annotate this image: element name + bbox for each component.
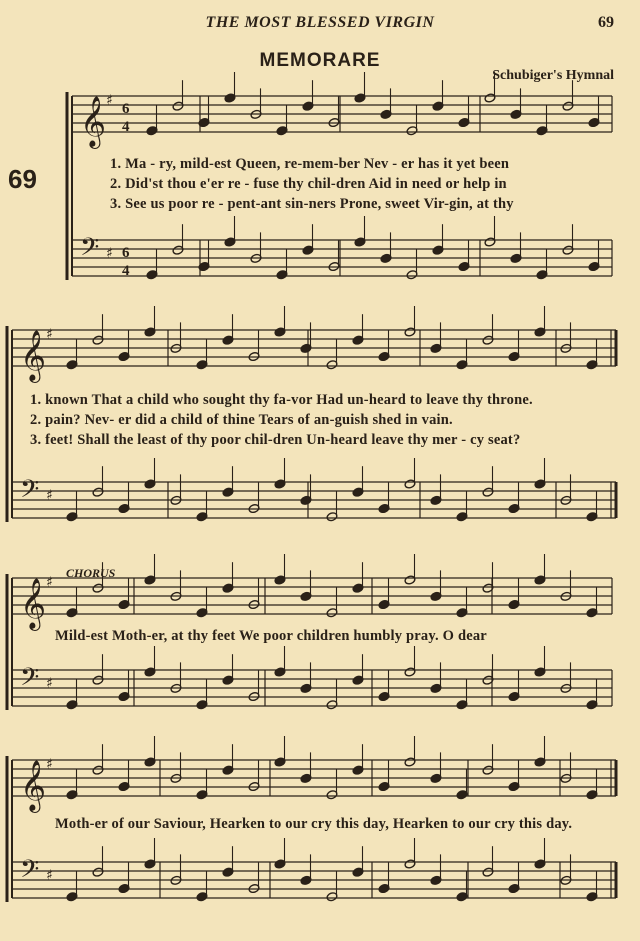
hymn-source: Schubiger's Hymnal [492, 68, 614, 83]
lyric-line-verse-3: 3. See us poor re - pent-ant sin-ners Prone, sweet Vir-gin, at thy [110, 196, 514, 212]
music-system-1 [0, 90, 640, 280]
svg-text:♯: ♯ [46, 487, 53, 504]
svg-text:♯: ♯ [106, 245, 113, 262]
svg-text:𝄞: 𝄞 [80, 96, 107, 147]
svg-text:♯: ♯ [46, 574, 53, 591]
lyric-line-verse-1: 1. known That a child who sought thy fa-vor Had un-heard to leave thy throne. [30, 392, 533, 408]
hymn-title: MEMORARE [259, 50, 381, 71]
svg-text:𝄢: 𝄢 [80, 232, 100, 268]
running-title: THE MOST BLESSED VIRGIN [205, 14, 435, 31]
lyric-line-verse-1: 1. Ma - ry, mild-est Queen, re-mem-ber Nev - er has it yet been [110, 156, 510, 172]
svg-text:♯: ♯ [46, 675, 53, 692]
svg-text:𝄢: 𝄢 [20, 474, 40, 510]
chorus-lyric-line: Moth-er of our Saviour, Hearken to our cry this day, Hearken to our cry this day. [55, 816, 573, 832]
svg-text:𝄢: 𝄢 [20, 662, 40, 698]
lyric-line-verse-2: 2. pain? Nev- er did a child of thine Tears of an-guish shed in vain. [30, 412, 453, 428]
svg-text:𝄞: 𝄞 [20, 760, 47, 811]
svg-text:6: 6 [122, 245, 130, 261]
svg-text:♯: ♯ [46, 326, 53, 343]
svg-text:𝄞: 𝄞 [20, 578, 47, 629]
page-number: 69 [598, 14, 614, 31]
svg-text:𝄢: 𝄢 [20, 854, 40, 890]
svg-text:4: 4 [122, 119, 130, 135]
svg-text:♯: ♯ [106, 92, 113, 109]
chorus-lyric-line: Mild-est Moth-er, at thy feet We poor children humbly pray. O dear [55, 628, 487, 644]
svg-text:4: 4 [122, 263, 130, 279]
music-system-4 [0, 752, 640, 902]
svg-text:♯: ♯ [46, 867, 53, 884]
svg-text:𝄞: 𝄞 [20, 330, 47, 381]
music-system-3 [0, 564, 640, 714]
hymn-number: 69 [8, 164, 37, 194]
svg-text:♯: ♯ [46, 756, 53, 773]
lyric-line-verse-3: 3. feet! Shall the least of thy poor chil-dren Un-heard leave thy mer - cy seat? [30, 432, 521, 448]
music-system-2 [0, 322, 640, 522]
lyric-line-verse-2: 2. Did'st thou e'er re - fuse thy chil-dren Aid in need or help in [110, 176, 507, 192]
svg-text:6: 6 [122, 101, 130, 117]
chorus-label: CHORUS [66, 566, 116, 580]
